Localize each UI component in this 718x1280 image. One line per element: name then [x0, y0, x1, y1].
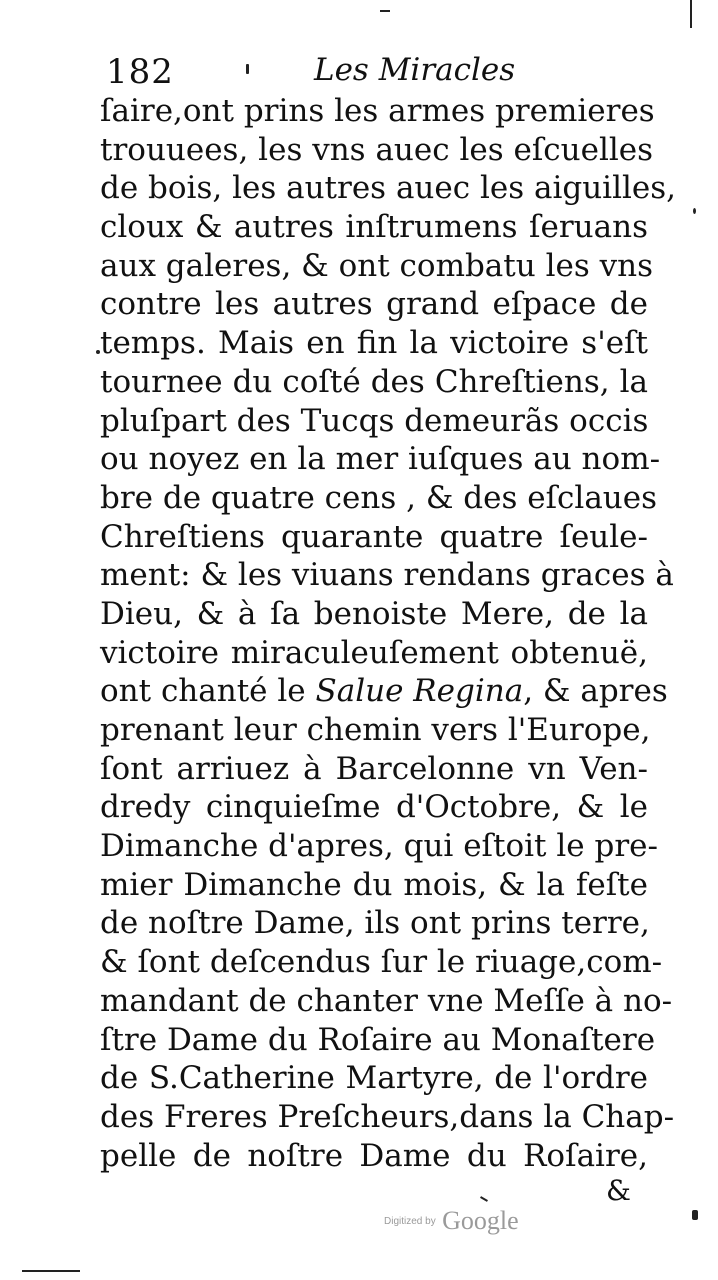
text-line: pluſpart des Tucqs demeurãs occis: [100, 402, 649, 439]
text-line: de noſtre Dame, ils ont prins terre,: [100, 905, 650, 942]
text-line: mier Dimanche du mois, & la feſte: [100, 866, 648, 903]
text-line: Chreſtiens quarante quatre ſeule-: [100, 518, 648, 555]
text-line: temps. Mais en fin la victoire s'eſt: [100, 325, 648, 362]
text-line: pelle de noſtre Dame du Roſaire,: [100, 1137, 648, 1174]
page-number: 182: [106, 52, 174, 92]
catchword: &: [606, 1174, 631, 1207]
scan-edge-rule: [22, 1270, 80, 1272]
text-line: mandant de chanter vne Meſſe à no-: [100, 982, 673, 1019]
line-segment: ont chanté le: [100, 673, 316, 710]
text-line: ſont arriuez à Barcelonne vn Ven-: [100, 750, 648, 787]
text-line: prenant leur chemin vers l'Europe,: [100, 712, 651, 748]
text-line: tournee du coſté des Chreſtiens, la: [100, 363, 648, 400]
text-line: aux galeres, & ont combatu les vns: [100, 247, 653, 284]
text-line: Dieu, & à ſa benoiste Mere, de la: [100, 595, 648, 632]
text-line: ſtre Dame du Roſaire au Monaſtere: [100, 1021, 656, 1058]
text-line: contre les autres grand eſpace de: [100, 286, 648, 323]
text-line: ſaire,ont prins les armes premieres: [100, 93, 655, 129]
body-text: [100, 92, 677, 1175]
italic-phrase: Salue Regina: [315, 673, 524, 710]
scan-speck: [96, 350, 100, 354]
scan-speck: [692, 1210, 698, 1220]
digitized-watermark: [384, 1206, 519, 1236]
text-line: dredy cinquieſme d'Octobre, & le: [100, 789, 648, 826]
text-line: bre de quatre cens , & des eſclaues: [100, 479, 658, 516]
running-title: Les Miracles: [314, 52, 516, 88]
text-line: trouuees, les vns auec les eſcuelles: [100, 131, 654, 168]
text-line: des Freres Preſcheurs,dans la Chap-: [100, 1098, 675, 1135]
text-line: & ſont deſcendus ſur le riuage,com-: [100, 944, 663, 981]
text-line: ment: & les viuans rendans graces à: [100, 557, 674, 594]
text-line: de S.Catherine Martyre, de l'ordre: [100, 1060, 648, 1097]
scan-mark: [480, 1196, 488, 1202]
text-line: ou noyez en la mer iuſques au nom-: [100, 441, 661, 478]
text-line: cloux & autres inſtrumens ſeruans: [100, 209, 648, 246]
scan-mark: [690, 0, 692, 28]
scan-speck: [246, 64, 249, 74]
text-line: de bois, les autres auec les aiguilles,: [100, 170, 677, 207]
scan-mark: [380, 10, 390, 12]
text-line-with-italic: [100, 672, 668, 711]
text-line: victoire miraculeuſement obtenuë,: [100, 634, 648, 671]
page-header: [106, 52, 646, 96]
scan-speck: [693, 208, 696, 214]
line-segment: , & apres: [523, 673, 668, 710]
text-line: Dimanche d'apres, qui eſtoit le pre-: [100, 828, 658, 865]
google-logo: Google: [442, 1206, 519, 1235]
watermark-prefix: Digitized by: [384, 1215, 436, 1227]
